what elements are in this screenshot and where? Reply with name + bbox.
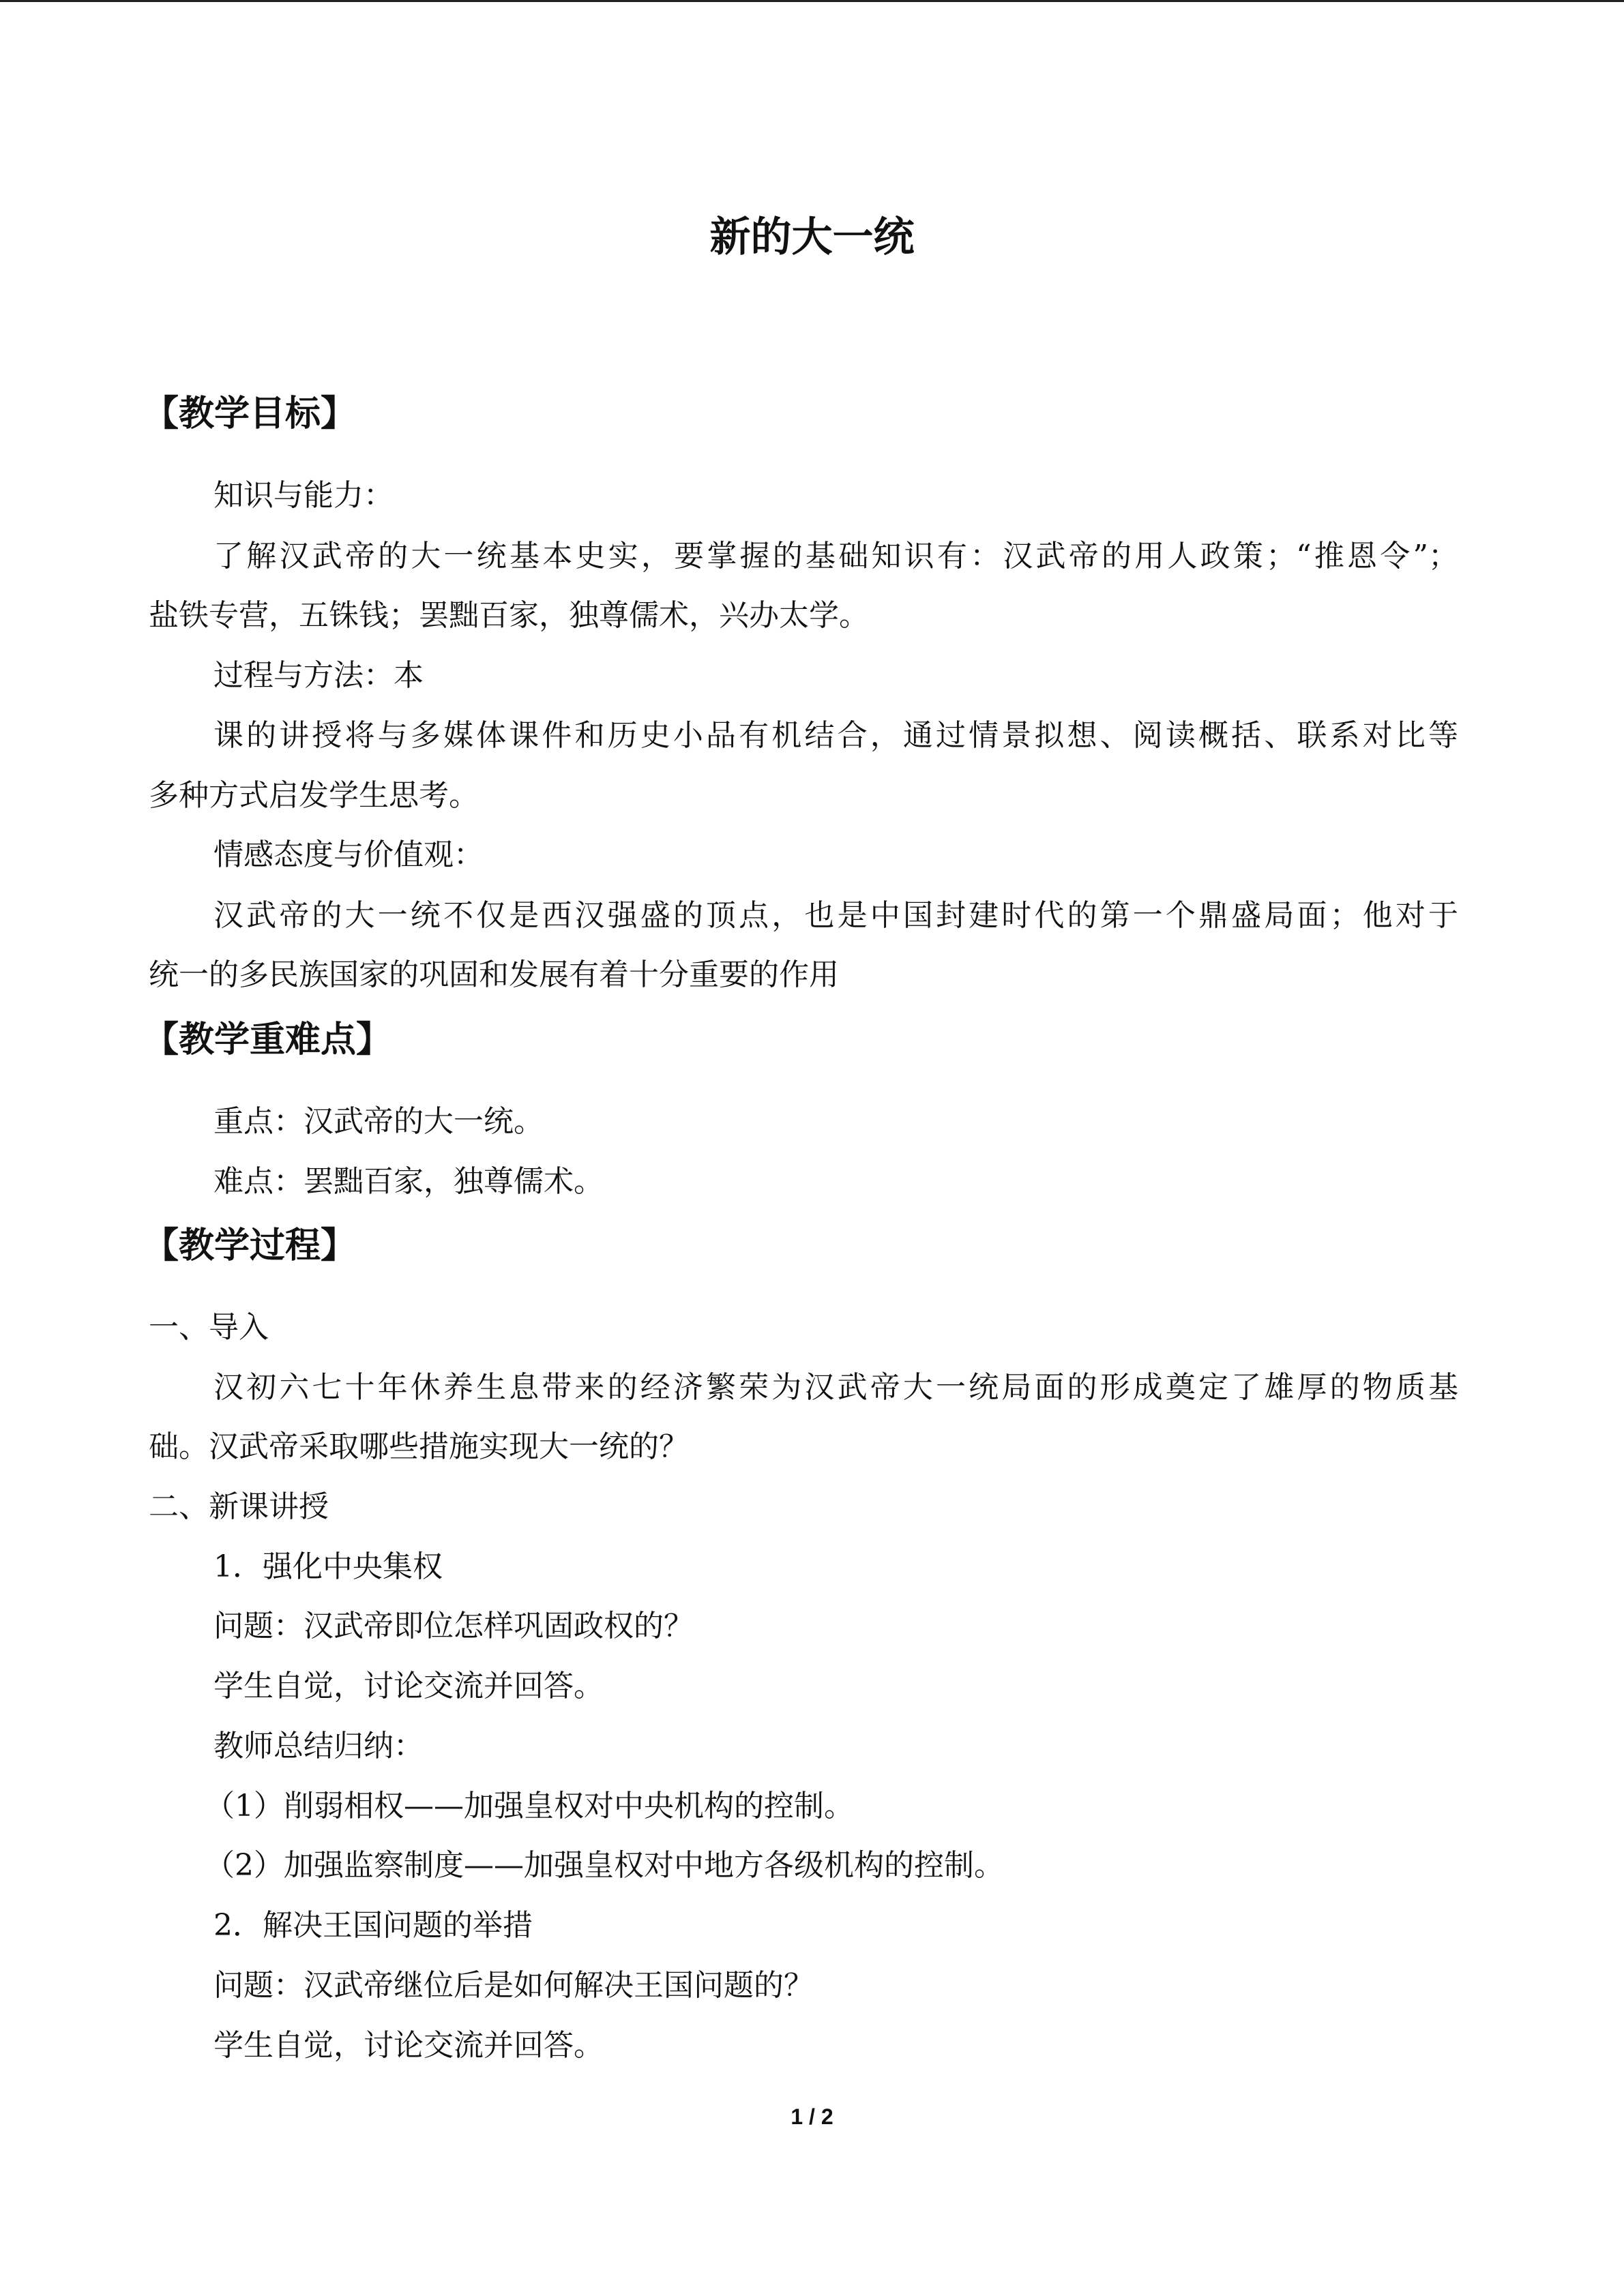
process-label: 过程与方法：本 bbox=[213, 658, 424, 693]
page-number: 1 / 2 bbox=[791, 2104, 833, 2129]
knowledge-line-2: 盐铁专营，五铢钱；罢黜百家，独尊儒术，兴办太学。 bbox=[149, 598, 869, 633]
knowledge-label: 知识与能力： bbox=[213, 478, 394, 513]
difficulty-point: 难点：罢黜百家，独尊儒术。 bbox=[213, 1164, 604, 1199]
item1-point-2: （2）加强监察制度——加强皇权对中地方各级机构的控制。 bbox=[205, 1848, 1004, 1883]
key-point: 重点：汉武帝的大一统。 bbox=[213, 1104, 544, 1139]
intro-line-2: 础。汉武帝采取哪些措施实现大一统的？ bbox=[149, 1429, 689, 1464]
item1-question: 问题：汉武帝即位怎样巩固政权的？ bbox=[213, 1609, 694, 1643]
emotion-label: 情感态度与价值观： bbox=[213, 837, 484, 872]
section-heading-key-points: 【教学重难点】 bbox=[143, 1019, 392, 1060]
item2-question: 问题：汉武帝继位后是如何解决王国问题的？ bbox=[213, 1968, 814, 2003]
item1-students: 学生自觉，讨论交流并回答。 bbox=[213, 1669, 604, 1703]
knowledge-line-1: 了解汉武帝的大一统基本史实，要掌握的基础知识有：汉武帝的用人政策；“推恩令”； bbox=[213, 539, 1458, 573]
item2-students: 学生自觉，讨论交流并回答。 bbox=[213, 2028, 604, 2063]
section-heading-process: 【教学过程】 bbox=[143, 1225, 357, 1266]
new-lesson-title: 二、新课讲授 bbox=[149, 1489, 329, 1524]
process-line-2: 多种方式启发学生思考。 bbox=[149, 778, 479, 813]
document-title: 新的大一统 bbox=[709, 213, 915, 261]
page-top-border bbox=[0, 0, 1624, 2]
item1-point-1: （1）削弱相权——加强皇权对中央机构的控制。 bbox=[205, 1789, 854, 1823]
item1-summary: 教师总结归纳： bbox=[213, 1729, 424, 1763]
item1-title: 1．强化中央集权 bbox=[213, 1549, 443, 1584]
intro-title: 一、导入 bbox=[149, 1310, 269, 1345]
section-heading-goals: 【教学目标】 bbox=[143, 393, 357, 434]
emotion-line-1: 汉武帝的大一统不仅是西汉强盛的顶点，也是中国封建时代的第一个鼎盛局面；他对于 bbox=[213, 898, 1458, 933]
item2-title: 2．解决王国问题的举措 bbox=[213, 1908, 533, 1943]
intro-line-1: 汉初六七十年休养生息带来的经济繁荣为汉武帝大一统局面的形成奠定了雄厚的物质基 bbox=[213, 1370, 1458, 1405]
process-line-1: 课的讲授将与多媒体课件和历史小品有机结合，通过情景拟想、阅读概括、联系对比等 bbox=[213, 718, 1458, 753]
emotion-line-2: 统一的多民族国家的巩固和发展有着十分重要的作用 bbox=[149, 957, 839, 992]
